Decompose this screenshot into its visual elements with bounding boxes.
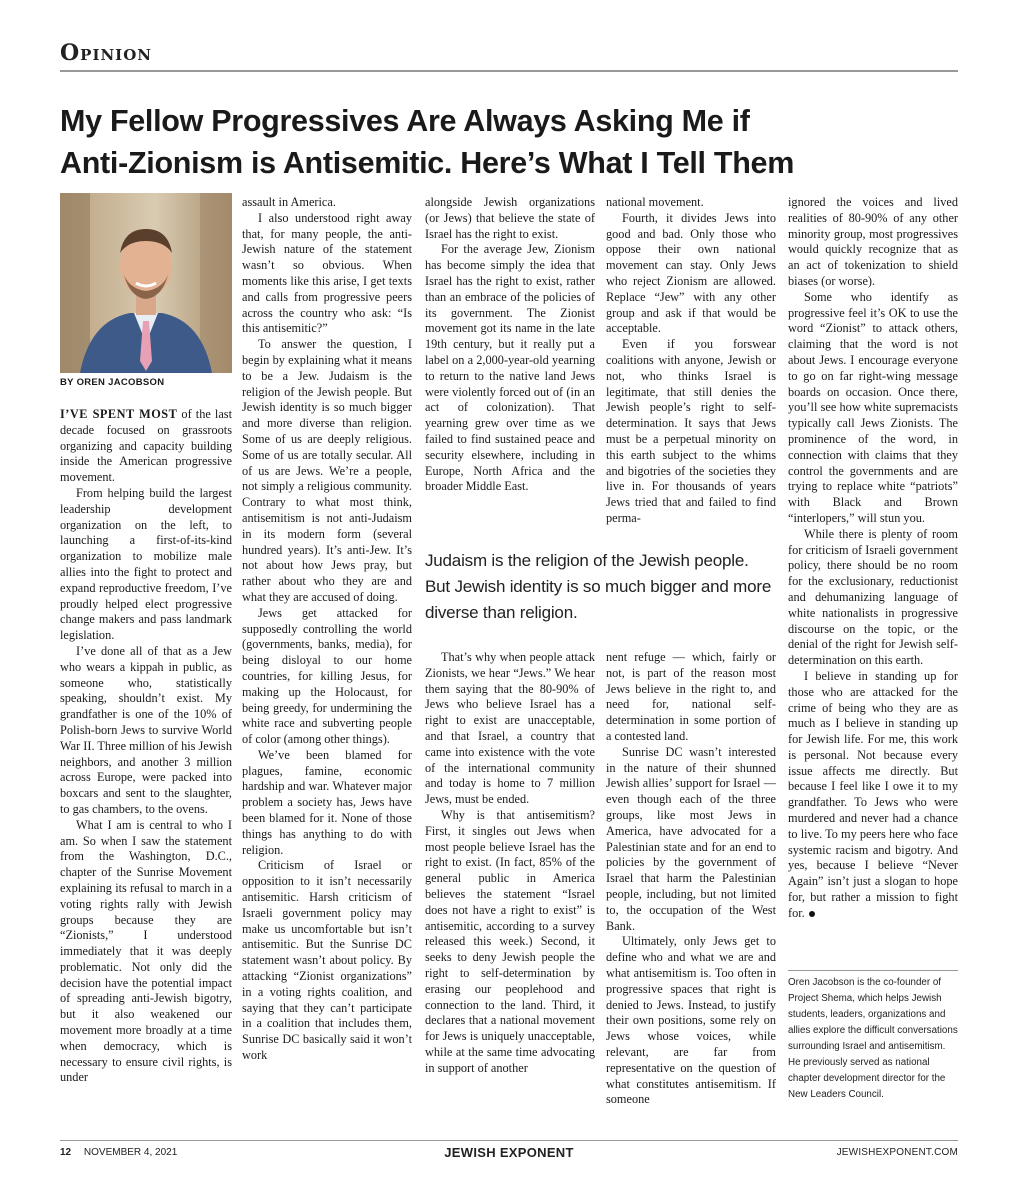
section-label: Opinion: [60, 40, 152, 66]
top-rule: [60, 70, 958, 72]
paragraph: national movement.: [606, 195, 704, 209]
article-column-4-bottom: [606, 650, 776, 1137]
paragraph: To answer the question, I begin by explaining what it means to be a Jew. Judaism is the religion of the Jewish people. But Jewish identity is so much bigger and more diverse than religion. Some of us are deeply religious. Some of us are totally secular. All of us are Jews. We’re a people, not simply a religious community. Contrary to what most think, antisemitism is not anti-Judaism in its modern form (several hundred years). It’s anti-Jew. It’s not about how Jews pray, but rather about who they are and what they are accused of doing.: [242, 337, 412, 604]
end-mark-icon: [809, 911, 815, 917]
publication-name: JEWISH EXPONENT: [444, 1145, 574, 1160]
footer-rule: [60, 1140, 958, 1141]
author-portrait-illustration: [60, 193, 232, 373]
byline: BY OREN JACOBSON: [60, 377, 165, 388]
paragraph: assault in America.: [242, 195, 336, 209]
paragraph: For the average Jew, Zionism has become simply the idea that Israel has the right to exist, rather than an embrace of the policies of its government. The Zionist movement got its name in the late 19th century, but it really put a label on a 2,000-year-old yearning to return to the native land Jews were violently forced out of (in an act of colonization). That yearning grew over time as we failed to find sustained peace and security elsewhere, including in Europe, North Africa and the broader Middle East.: [425, 242, 595, 494]
paragraph: While there is plenty of room for criticism of Israeli government policy, there should be no room for the exclusionary, reductionist and dehumanizing language of white nationalists in progressive discourse on the topic, or the denial of the right for Jewish self-determination on this earth.: [788, 526, 958, 668]
article-column-4-top: [606, 195, 776, 525]
article-column-3-bottom: [425, 650, 595, 1137]
article-column-3-top: [425, 195, 595, 525]
paragraph: alongside Jewish organizations (or Jews) that believe the state of Israel has the right to exist.: [425, 195, 595, 241]
paragraph: nent refuge — which, fairly or not, is part of the reason most Jews believe in the right to, and need for, national self-determination in some portion of a contested land.: [606, 650, 776, 743]
paragraph: Jews get attacked for supposedly controlling the world (governments, banks, media), for being disloyal to our home countries, for killing Jesus, for making up the Holocaust, for being greedy, for undermining the white race and subverting people of color (among other things).: [242, 605, 412, 747]
article-column-1: [60, 407, 232, 1137]
website: JEWISHEXPONENT.COM: [836, 1147, 958, 1158]
article-column-2: [242, 195, 412, 1137]
paragraph: ignored the voices and lived realities of 80-90% of any other minority group, most progressives would quickly recognize that as an act of tokenization to shield biases (or worse).: [788, 195, 958, 288]
paragraph: I believe in standing up for those who are attacked for the crime of being who they are as much as I believe in standing up for Jewish life. For me, this work is personal. Not because every issue affects me directly. But because I feel like I owe it to my grandfather. To Jews who were murdered and never had a chance to live. To my peers here who face systemic racism and bigotry. And yes, because I believe “Never Again” isn’t just a slogan to hope for, but rather a mission to fight for.: [788, 668, 958, 920]
paragraph: Ultimately, only Jews get to define who and what we are and what antisemitism is. Too often in progressive spaces that right is denied to Jews. Instead, to justify their own positions, some rely on Jews whose voices, while relevant, are far from representative on the question of what constitutes antisemitism. If someone: [606, 934, 776, 1107]
paragraph: I also understood right away that, for many people, the anti-Jewish nature of the statement wasn’t so obvious. When moments like this arise, I get texts and calls from progressive peers across the country who ask: “Is this antisemitic?”: [242, 210, 412, 336]
paragraph: What I am is central to who I am. So when I saw the statement from the Washington, D.C., chapter of the Sunrise Movement explaining its refusal to march in a voting rights rally with Jewish groups because they are “Zionists,” I understood immediately that it was deeply problematic. Not only did the decision have the potential impact of spreading anti-Jewish bigotry, but it also weakened our movement more broadly at a time when democracy, which is necessary to ensure civil rights, is under: [60, 817, 232, 1085]
headline-line-1: My Fellow Progressives Are Always Asking Me if: [60, 104, 750, 138]
author-bio: Oren Jacobson is the co-founder of Project Shema, which helps Jewish students, leaders, organizations and allies explore the difficult conversations surrounding Israel and antisemitism. He previously served as national chapter development director for the New Leaders Council.: [788, 977, 958, 1100]
paragraph: We’ve been blamed for plagues, famine, economic hardship and war. Whatever major problem a society has, Jews have been blamed for it. None of those things has anything to do with religion.: [242, 747, 412, 857]
article-column-5: [788, 195, 958, 965]
paragraph: Even if you forswear coalitions with anyone, Jewish or not, who thinks Israel is legitimate, that still denies the Jewish people’s right to self-determination. It says that Jews must be a perpetual minority on this earth subject to the whims and bigotries of the societies they live in. For thousands of years Jews tried that and failed to find perma-: [606, 337, 776, 525]
paragraph: Why is that antisemitism? First, it singles out Jews when most people believe Israel has the right to exist. (In fact, 85% of the general public in America believes the statement “Israel does not have a right to exist” is antisemitic, according to a survey released this week.) Second, it seeks to deny Jewish people the right to self-determination by erasing our peoplehood and connection to the land. Third, it declares that a national movement for Jews is uniquely unacceptable, while at the same time advocating in support of another: [425, 807, 595, 1075]
paragraph: Some who identify as progressive feel it’s OK to use the word “Zionist” to attack others, claiming that the word is not about Jews. I encourage everyone to go on far right-wing message boards on occasion. Once there, you’ll see how white supremacists typically call Jews Zionists. The prominence of the word, in connection with claims that they control the governments and are trying to replace white “patriots” with Black and Brown “interlopers,” will stun you.: [788, 289, 958, 525]
bio-rule: [788, 970, 958, 971]
issue-date: NOVEMBER 4, 2021: [83, 1147, 178, 1158]
paragraph: I’ve done all of that as a Jew who wears a kippah in public, as someone who, statistically speaking, shouldn’t exist. My grandfather is one of the 10% of Polish-born Jews to survive World War II. Three million of his Jewish neighbors, and another 3 million across Europe, were packed into boxcars and sent to the slaughter, to gas chambers, to the ovens.: [60, 643, 232, 816]
paragraph: Fourth, it divides Jews into good and bad. Only those who oppose their own national movement can stay. Only Jews who reject Zionism are allowed. Replace “Jew” with any other group and ask if that would be acceptable.: [606, 210, 776, 336]
headline-line-2: Anti-Zionism is Antisemitic. Here’s What I Tell Them: [60, 146, 795, 180]
pull-quote: Judaism is the religion of the Jewish people. But Jewish identity is so much bigger and more diverse than religion.: [425, 551, 772, 622]
paragraph: Sunrise DC wasn’t interested in the nature of their shunned Jewish allies’ support for Israel — even though each of the three groups, like most Jews in America, have advocated for a Palestinian state and for an end to policies by the government of Israel that harm the Palestinian people, including, but not limited to, the occupation of the West Bank.: [606, 744, 776, 933]
author-photo: [60, 193, 232, 373]
paragraph: I’VE SPENT MOST of the last decade focused on grassroots organizing and capacity building inside the American progressive movement.: [60, 407, 232, 485]
paragraph: From helping build the largest leadership development organization on the left, to launching a first-of-its-kind organization to mobilize male allies into the fight to protect and expand reproductive freedom, I’ve proudly helped elect progressive change makers and pass landmark legislation.: [60, 485, 232, 643]
paragraph: Criticism of Israel or opposition to it isn’t necessarily antisemitic. Harsh criticism of Israeli government policy may make us uncomfortable but isn’t antisemitic. But the Sunrise DC statement wasn’t about policy. By attacking “Zionist organizations” in a voting rights coalition, and saying that they can’t participate in a coalition that includes them, Sunrise DC basically said it won’t work: [242, 858, 412, 1063]
lead-in: I’VE SPENT MOST: [60, 407, 178, 421]
headline: [60, 100, 960, 184]
paragraph: That’s why when people attack Zionists, we hear “Jews.” We hear them saying that the 80-90% of Jews who believe Israel has a right to exist are unacceptable, and that Israel, a country that came into existence with the vote of the international community and today is home to 7 million Jews, must be ended.: [425, 650, 595, 807]
page-number: 12: [60, 1147, 72, 1158]
